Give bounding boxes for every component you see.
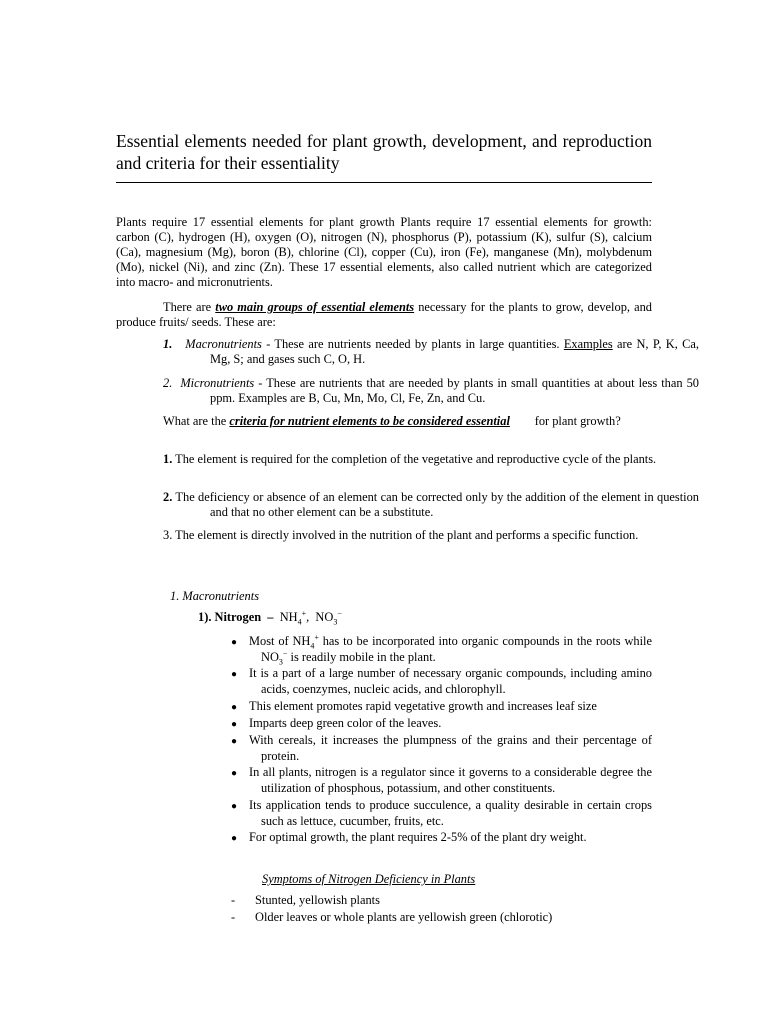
micro-term: Micronutrients [180, 376, 255, 390]
nitrogen-bullet-list [214, 634, 652, 847]
section-heading: 1. Macronutrients [170, 589, 260, 603]
ion1-base: NH [279, 610, 298, 624]
criteria-2-number: 2. [163, 490, 173, 504]
intro-paragraph: Plants require 17 essential elements for plant growth Plants require 17 essential elements for growth: carbon (C), hydrogen (H), oxygen (O), nitrogen (N), phosphorus (P), potassium (K), sulfur (S), calcium (Ca), magnesium (Mg), boron (B), chlorine (Cl), copper (Cu), iron (Fe), manganese (Mn), molybdenum (Mo), nickel (Ni), and zinc (Zn). These 17 essential elements, also called nutrient which are categorized into macro- and micronutrients. [116, 215, 652, 289]
criteria-emphasis: criteria for nutrient elements to be considered essential [229, 414, 510, 428]
micro-sep: - [254, 376, 267, 390]
bullet-icon: ● [231, 833, 238, 845]
list-item [214, 765, 652, 796]
list-item [231, 893, 651, 908]
list-item [214, 830, 652, 846]
bullet-icon: ● [231, 800, 238, 812]
b4-text: Imparts deep green color of the leaves. [249, 715, 442, 730]
bullet-icon: ● [231, 637, 238, 648]
b1-part-c: is readily mobile in the plant. [287, 650, 436, 664]
b7-text: Its application tends to produce succulence, a quality desirable in certain crops such as lettuce, cucumber, fruits, etc. [249, 797, 652, 828]
list-item [214, 798, 652, 829]
criteria-1-number: 1. [163, 452, 173, 466]
criteria-2-text: The deficiency or absence of an element can be corrected only by the addition of the element in question and that no other element can be a substitute. [172, 490, 699, 519]
ion2-sup: − [337, 608, 342, 618]
bullet-icon: ● [231, 701, 238, 713]
criteria-item-1 [163, 452, 699, 467]
macro-text2: are N, P, K, Ca, Mg, S; and gases such C, O, H. [210, 337, 699, 366]
micronutrients-item [163, 376, 699, 406]
groups-before: There are [163, 300, 216, 314]
list-item [214, 666, 652, 697]
ion1-sub: 4 [297, 617, 302, 627]
b1-sup2: − [282, 648, 288, 658]
criteria-item-3 [163, 528, 652, 543]
symptom-1: Stunted, yellowish plants [255, 893, 380, 907]
micro-text: These are nutrients that are needed by plants in small quantities at about less than 50 ppm. Examples are B, Cu, Mn, Mo, Cl, Fe, Zn, and Cu. [210, 376, 699, 405]
document-title: Essential elements needed for plant growth, development, and reproduction and criteria for their essentiality [116, 131, 652, 173]
nitrogen-label: 1). Nitrogen [198, 610, 262, 624]
list-item [214, 634, 652, 665]
dash-icon: - [231, 893, 236, 907]
ion-ammonium [279, 608, 307, 627]
ion2-base: NO [315, 610, 334, 624]
b2-text: It is a part of a large number of necessary organic compounds, including amino acids, coenzymes, nucleic acids, and chlorophyll. [249, 666, 652, 697]
groups-paragraph [116, 300, 652, 330]
list-item [214, 733, 652, 764]
macronutrients-item [163, 337, 699, 367]
ion1-sup: + [301, 608, 307, 618]
nitrogen-heading [198, 610, 342, 625]
ion-comma: , [306, 610, 316, 624]
title-rule [116, 182, 652, 183]
groups-after: necessary for the plants to grow, develop, and produce fruits/ seeds. These are: [116, 300, 652, 329]
macro-sep: - [261, 337, 275, 351]
criteria-after: for plant growth? [509, 414, 621, 428]
ion2-sub: 3 [333, 617, 338, 627]
b1-sup: + [314, 632, 319, 642]
ion-nitrate [315, 608, 342, 627]
criteria-item-2 [163, 490, 699, 520]
symptoms-list [231, 893, 651, 927]
micro-number: 2. [163, 376, 173, 390]
b6-text: In all plants, nitrogen is a regulator since it governs to a considerable degree the utilization of phosphous, potassium, and other constituents. [249, 765, 652, 796]
list-item [214, 716, 652, 732]
bullet-icon: ● [231, 718, 238, 730]
groups-emphasis: two main groups of essential elements [215, 300, 415, 314]
criteria-question [116, 414, 652, 429]
b1-sub: 4 [310, 641, 315, 651]
criteria-before: What are the [163, 414, 230, 428]
criteria-1-text: The element is required for the completion of the vegetative and reproductive cycle of the plants. [172, 452, 657, 466]
bullet-icon: ● [231, 768, 238, 780]
b3-text: This element promotes rapid vegetative growth and increases leaf size [249, 698, 597, 713]
criteria-3-text: The element is directly involved in the nutrition of the plant and performs a specific function. [172, 528, 639, 542]
b5-text: With cereals, it increases the plumpness of the grains and their percentage of protein. [249, 733, 652, 764]
b8-text: For optimal growth, the plant requires 2-5% of the plant dry weight. [249, 830, 587, 845]
nitrogen-dash: – [261, 610, 280, 624]
b1-sub2: 3 [278, 657, 283, 667]
bullet-icon: ● [231, 669, 238, 681]
macro-text1: These are nutrients needed by plants in large quantities. [274, 337, 564, 351]
symptom-2: Older leaves or whole plants are yellowish green (chlorotic) [255, 910, 553, 924]
macro-number: 1. [163, 337, 173, 351]
dash-icon: - [231, 910, 236, 924]
examples-word: Examples [563, 337, 613, 351]
criteria-3-number: 3. [163, 528, 173, 542]
b1-part-b: has to be incorporated into organic compounds in the roots while NO [261, 634, 652, 664]
b1-part-a: Most of NH [249, 634, 311, 648]
symptoms-heading: Symptoms of Nitrogen Deficiency in Plants [262, 872, 476, 886]
list-item [231, 910, 651, 925]
macro-term: Macronutrients [185, 337, 262, 351]
bullet-icon: ● [231, 736, 238, 748]
list-item [214, 699, 652, 715]
